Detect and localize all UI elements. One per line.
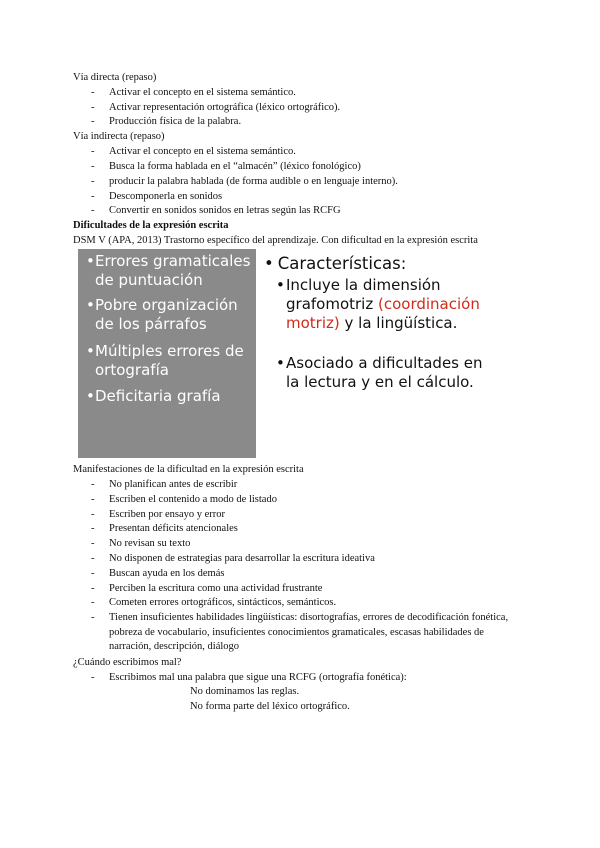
manifestations-title: Manifestaciones de la dificultad en la expresión escrita (73, 464, 304, 475)
list-item: - Descomponerla en sonidos (91, 191, 223, 202)
list-item: - Escriben por ensayo y error (91, 509, 226, 520)
list-item: - Perciben la escritura como una actividad frustrante (91, 583, 323, 594)
slide-left-item: • Errores gramaticales de puntuación (86, 252, 251, 289)
slide-right-panel (264, 249, 487, 458)
slide-left-item: • Pobre organización de los párrafos (86, 296, 238, 333)
slide-left-item: • Múltiples errores de ortografía (86, 342, 244, 379)
list-item: - producir la palabra hablada (de forma audible o en lenguaje interno). (91, 176, 398, 187)
list-item: - Cometen errores ortográficos, sintácticos, semánticos. (91, 597, 337, 608)
list-item: - Presentan déficits atencionales (91, 523, 238, 534)
when-bad-title: ¿Cuándo escribimos mal? (73, 657, 182, 668)
list-item: - Convertir en sonidos sonidos en letras según las RCFG (91, 205, 341, 216)
slide-left-panel (78, 249, 256, 458)
slide-left-item: • Deficitaria grafía (86, 387, 221, 405)
list-item: - Busca la forma hablada en el “almacén” (léxico fonológico) (91, 161, 361, 172)
slide-right-item: • Incluye la dimensión grafomotriz (coordinación motriz) y la lingüística. (276, 276, 480, 332)
list-item: - Activar representación ortográfica (léxico ortográfico). (91, 102, 341, 113)
highlighted-text: (coordinación motriz) (286, 295, 480, 332)
section-heading: Dificultades de la expresión escrita (73, 220, 229, 231)
list-item: - Escribimos mal una palabra que sigue una RCFG (ortografía fonética): (91, 672, 407, 683)
list-item: - No revisan su texto (91, 538, 191, 549)
dsm-line: DSM V (APA, 2013) Trastorno específico del aprendizaje. Con dificultad en la expresión escrita (73, 235, 478, 246)
list-item: - No disponen de estrategias para desarrollar la escritura ideativa (91, 553, 375, 564)
indirect-route-title: Vía indirecta (repaso) (73, 131, 165, 142)
list-item: - No planifican antes de escribir (91, 479, 238, 490)
sub-item: No dominamos las reglas. (190, 686, 300, 697)
list-item: - Buscan ayuda en los demás (91, 568, 225, 579)
list-item: - Activar el concepto en el sistema semántico. (91, 87, 296, 98)
slide-right-item: • Asociado a dificultades en la lectura y en el cálculo. (276, 354, 483, 391)
slide-right-title: • Características: (264, 254, 407, 273)
slide-image (78, 249, 487, 458)
list-item: - Escriben el contenido a modo de listado (91, 494, 277, 505)
list-item: - Activar el concepto en el sistema semántico. (91, 146, 296, 157)
list-item: - Tienen insuficientes habilidades lingüísticas: disortografías, errores de decodificación fonética, pobreza de vocabulario, insuficientes conocimientos gramaticales, escasas habilidades de narración, descripción, diálogo (91, 612, 509, 653)
direct-route-title: Vía directa (repaso) (73, 72, 157, 83)
sub-item: No forma parte del léxico ortográfico. (190, 701, 350, 712)
list-item: - Producción física de la palabra. (91, 116, 242, 127)
